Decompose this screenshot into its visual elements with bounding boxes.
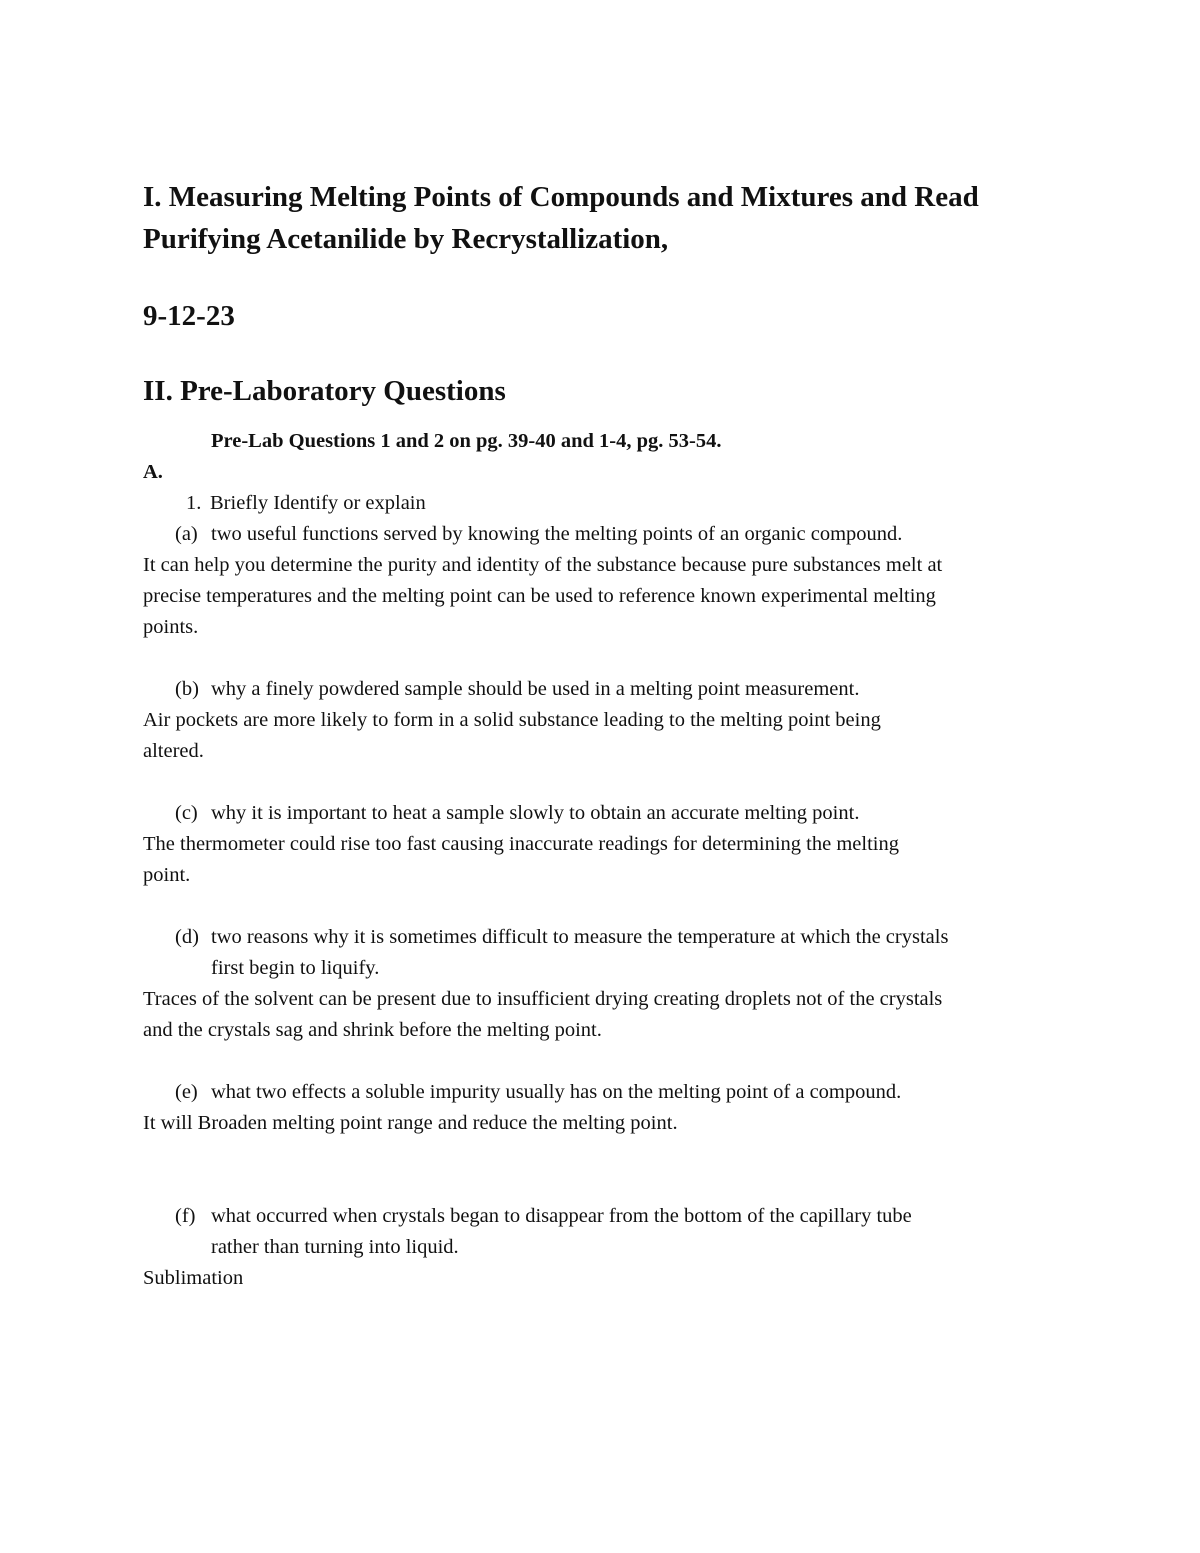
- answer-b-line-1: Air pockets are more likely to form in a solid substance leading to the melting point being: [143, 709, 881, 731]
- question-a-label: (a): [175, 523, 198, 545]
- question-f-prompt-line-2: rather than turning into liquid.: [211, 1236, 459, 1258]
- answer-f-line-1: Sublimation: [143, 1267, 244, 1289]
- question-f: [175, 1201, 912, 1232]
- list-item-1-text: Briefly Identify or explain: [210, 492, 426, 514]
- question-a: [175, 519, 902, 550]
- list-item-1-number: 1.: [186, 492, 202, 514]
- question-d-prompt-line-2: first begin to liquify.: [211, 957, 380, 979]
- question-e-prompt: what two effects a soluble impurity usually has on the melting point of a compound.: [211, 1081, 902, 1103]
- question-b-label: (b): [175, 678, 199, 700]
- answer-d-line-2: and the crystals sag and shrink before the melting point.: [143, 1019, 602, 1041]
- answer-a-line-3: points.: [143, 616, 199, 638]
- question-f-prompt: what occurred when crystals began to disappear from the bottom of the capillary tube: [211, 1205, 912, 1227]
- question-c-prompt: why it is important to heat a sample slowly to obtain an accurate melting point.: [211, 802, 860, 824]
- document-date: 9-12-23: [143, 300, 235, 332]
- answer-c-line-2: point.: [143, 864, 191, 886]
- question-d: [175, 922, 948, 953]
- section-heading: II. Pre-Laboratory Questions: [143, 375, 506, 407]
- document-title-line-1: I. Measuring Melting Points of Compounds and Mixtures and Read: [143, 181, 979, 213]
- question-b-prompt: why a finely powdered sample should be used in a melting point measurement.: [211, 678, 860, 700]
- question-c-label: (c): [175, 802, 198, 824]
- question-b: [175, 674, 859, 705]
- document-title-line-2: Purifying Acetanilide by Recrystallization,: [143, 223, 669, 255]
- list-item-1: [186, 488, 426, 519]
- answer-a-line-2: precise temperatures and the melting point can be used to reference known experimental melting: [143, 585, 936, 607]
- question-d-prompt: two reasons why it is sometimes difficult to measure the temperature at which the crystals: [211, 926, 949, 948]
- question-e-label: (e): [175, 1081, 198, 1103]
- question-a-prompt: two useful functions served by knowing the melting points of an organic compound.: [211, 523, 903, 545]
- prelab-reference: Pre-Lab Questions 1 and 2 on pg. 39-40 and 1-4, pg. 53-54.: [211, 430, 722, 452]
- answer-b-line-2: altered.: [143, 740, 204, 762]
- question-c: [175, 798, 859, 829]
- answer-c-line-1: The thermometer could rise too fast causing inaccurate readings for determining the melting: [143, 833, 899, 855]
- question-f-label: (f): [175, 1205, 196, 1227]
- answer-e-line-1: It will Broaden melting point range and reduce the melting point.: [143, 1112, 678, 1134]
- question-d-label: (d): [175, 926, 199, 948]
- document-title: [143, 176, 1143, 260]
- question-e: [175, 1077, 901, 1108]
- part-label: A.: [143, 461, 163, 483]
- answer-a-line-1: It can help you determine the purity and identity of the substance because pure substances melt at: [143, 554, 943, 576]
- answer-d-line-1: Traces of the solvent can be present due to insufficient drying creating droplets not of the crystals: [143, 988, 943, 1010]
